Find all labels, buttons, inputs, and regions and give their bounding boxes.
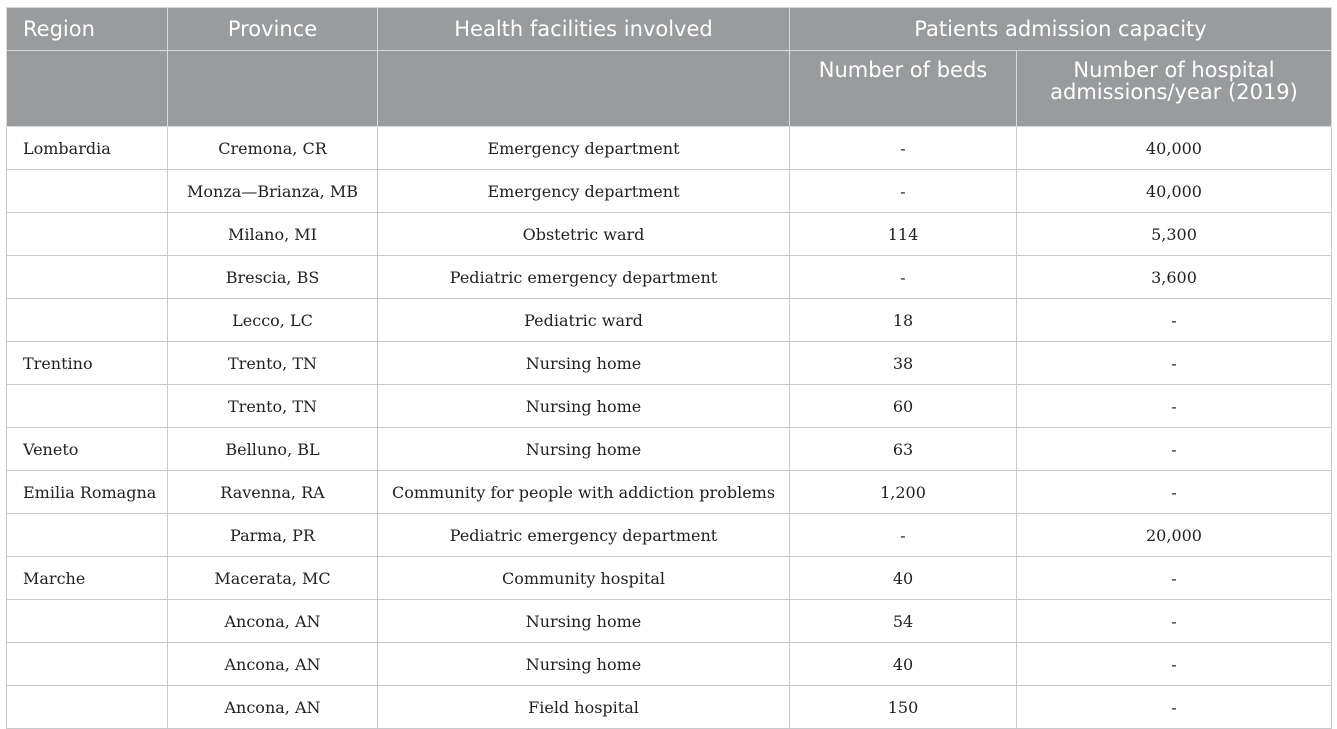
cell-facility: Pediatric emergency department <box>378 256 790 299</box>
cell-province: Macerata, MC <box>168 557 378 600</box>
table-row <box>7 127 1332 170</box>
cell-admissions: - <box>1017 385 1332 428</box>
cell-facility: Emergency department <box>378 127 790 170</box>
table-row <box>7 213 1332 256</box>
cell-province: Trento, TN <box>168 385 378 428</box>
table-body <box>7 127 1332 729</box>
cell-beds: 63 <box>790 428 1017 471</box>
cell-facility: Obstetric ward <box>378 213 790 256</box>
table-row <box>7 428 1332 471</box>
header-row-1 <box>7 8 1332 51</box>
cell-facility: Community hospital <box>378 557 790 600</box>
cell-province: Monza—Brianza, MB <box>168 170 378 213</box>
cell-facility: Nursing home <box>378 643 790 686</box>
cell-region <box>7 600 168 643</box>
cell-region <box>7 514 168 557</box>
cell-beds: 1,200 <box>790 471 1017 514</box>
cell-facility: Nursing home <box>378 600 790 643</box>
cell-facility: Pediatric ward <box>378 299 790 342</box>
cell-province: Parma, PR <box>168 514 378 557</box>
header-empty-province <box>168 51 378 127</box>
cell-admissions: - <box>1017 686 1332 729</box>
header-row-2 <box>7 51 1332 127</box>
cell-facility: Field hospital <box>378 686 790 729</box>
cell-admissions: 20,000 <box>1017 514 1332 557</box>
header-province: Province <box>168 8 378 51</box>
cell-admissions: 40,000 <box>1017 170 1332 213</box>
cell-region <box>7 686 168 729</box>
cell-region <box>7 213 168 256</box>
cell-province: Cremona, CR <box>168 127 378 170</box>
cell-region <box>7 256 168 299</box>
cell-beds: 60 <box>790 385 1017 428</box>
header-empty-region <box>7 51 168 127</box>
cell-admissions: - <box>1017 428 1332 471</box>
table-row <box>7 256 1332 299</box>
cell-beds: 38 <box>790 342 1017 385</box>
cell-admissions: 40,000 <box>1017 127 1332 170</box>
table-row <box>7 342 1332 385</box>
cell-province: Lecco, LC <box>168 299 378 342</box>
cell-admissions: - <box>1017 299 1332 342</box>
table-header <box>7 8 1332 127</box>
cell-region: Marche <box>7 557 168 600</box>
cell-admissions: - <box>1017 600 1332 643</box>
cell-beds: - <box>790 170 1017 213</box>
cell-beds: 54 <box>790 600 1017 643</box>
table-row <box>7 514 1332 557</box>
cell-beds: 40 <box>790 557 1017 600</box>
header-capacity: Patients admission capacity <box>790 8 1332 51</box>
cell-province: Ancona, AN <box>168 643 378 686</box>
cell-province: Ancona, AN <box>168 600 378 643</box>
cell-region <box>7 385 168 428</box>
cell-admissions: - <box>1017 643 1332 686</box>
cell-region: Trentino <box>7 342 168 385</box>
table-row <box>7 471 1332 514</box>
health-facilities-table <box>6 7 1332 729</box>
table-row <box>7 385 1332 428</box>
table-row <box>7 686 1332 729</box>
cell-admissions: - <box>1017 471 1332 514</box>
cell-facility: Nursing home <box>378 385 790 428</box>
cell-region: Veneto <box>7 428 168 471</box>
health-facilities-table-container <box>6 7 1331 729</box>
cell-province: Ravenna, RA <box>168 471 378 514</box>
table-row <box>7 299 1332 342</box>
cell-beds: - <box>790 256 1017 299</box>
cell-region <box>7 299 168 342</box>
cell-province: Ancona, AN <box>168 686 378 729</box>
cell-region: Emilia Romagna <box>7 471 168 514</box>
cell-admissions: - <box>1017 557 1332 600</box>
table-row <box>7 600 1332 643</box>
cell-facility: Community for people with addiction problems <box>378 471 790 514</box>
cell-facility: Nursing home <box>378 342 790 385</box>
header-empty-facilities <box>378 51 790 127</box>
cell-province: Trento, TN <box>168 342 378 385</box>
table-row <box>7 557 1332 600</box>
cell-province: Belluno, BL <box>168 428 378 471</box>
cell-admissions: - <box>1017 342 1332 385</box>
table-row <box>7 643 1332 686</box>
cell-region <box>7 170 168 213</box>
cell-beds: - <box>790 514 1017 557</box>
cell-admissions: 5,300 <box>1017 213 1332 256</box>
header-beds: Number of beds <box>790 51 1017 127</box>
header-region: Region <box>7 8 168 51</box>
cell-beds: 40 <box>790 643 1017 686</box>
header-admissions: Number of hospital admissions/year (2019) <box>1017 51 1332 127</box>
cell-admissions: 3,600 <box>1017 256 1332 299</box>
cell-region: Lombardia <box>7 127 168 170</box>
cell-province: Brescia, BS <box>168 256 378 299</box>
cell-beds: 114 <box>790 213 1017 256</box>
header-facilities: Health facilities involved <box>378 8 790 51</box>
table-row <box>7 170 1332 213</box>
cell-province: Milano, MI <box>168 213 378 256</box>
cell-facility: Nursing home <box>378 428 790 471</box>
cell-beds: 18 <box>790 299 1017 342</box>
cell-facility: Emergency department <box>378 170 790 213</box>
cell-beds: 150 <box>790 686 1017 729</box>
cell-facility: Pediatric emergency department <box>378 514 790 557</box>
cell-region <box>7 643 168 686</box>
cell-beds: - <box>790 127 1017 170</box>
